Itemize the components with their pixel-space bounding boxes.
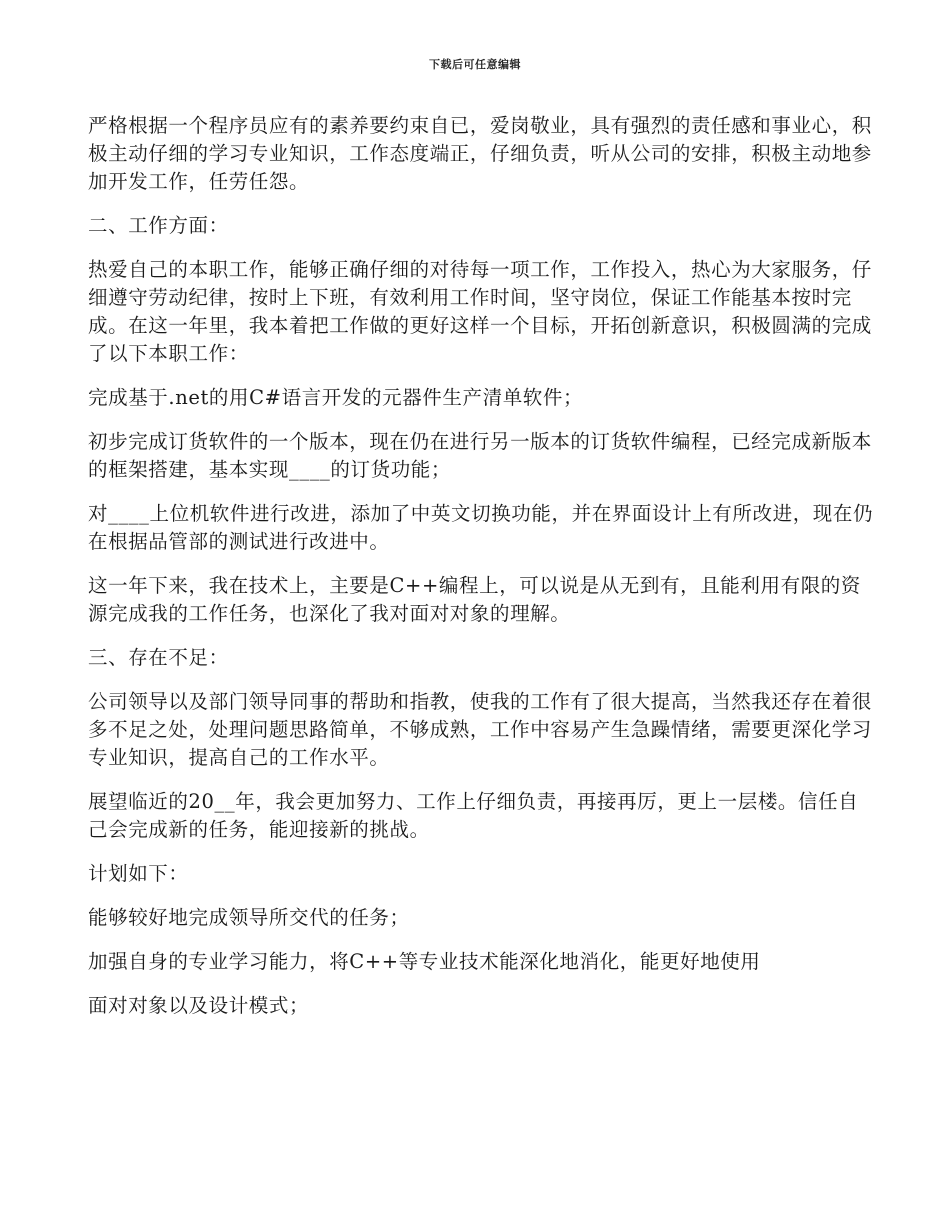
plan-item-2-continued: 面对对象以及设计模式； (88, 994, 310, 1017)
paragraph-attitude: 严格根据一个程序员应有的素养要约束自已，爱岗敬业，具有强烈的责任感和事业心，积极主动仔细的学习专业知识，工作态度端正，仔细负责，听从公司的安排，积极主动地参加开发工作，任劳任怨。 (88, 114, 872, 193)
section-heading-shortcomings: 三、存在不足： (88, 646, 229, 669)
plan-item-2: 加强自身的专业学习能力，将C++等专业技术能深化地消化，能更好地使用 (88, 950, 761, 973)
paragraph-outlook: 展望临近的20__年，我会更加努力、工作上仔细负责，再接再厉，更上一层楼。信任自己会完成新的任务，能迎接新的挑战。 (88, 790, 859, 841)
document-body (88, 112, 878, 1036)
paragraph-work-description: 热爱自己的本职工作，能够正确仔细的对待每一项工作，工作投入，热心为大家服务，仔细遵守劳动纪律，按时上下班，有效利用工作时间，坚守岗位，保证工作能基本按时完成。在这一年里，我本着把工作做的更好这样一个目标，开拓创新意识，积极圆满的完成了以下本职工作： (88, 258, 872, 365)
paragraph-task-2: 初步完成订货软件的一个版本，现在仍在进行另一版本的订货软件编程，已经完成新版本的框架搭建，基本实现____的订货功能； (88, 430, 872, 481)
plan-item-1: 能够较好地完成领导所交代的任务； (88, 906, 410, 929)
section-heading-work: 二、工作方面： (88, 214, 229, 237)
paragraph-task-3: 对____上位机软件进行改进，添加了中英文切换功能，并在界面设计上有所改进，现在仍在根据品管部的测试进行改进中。 (88, 502, 874, 553)
paragraph-shortcomings: 公司领导以及部门领导同事的帮助和指教，使我的工作有了很大提高，当然我还存在着很多不足之处，处理问题思路简单，不够成熟，工作中容易产生急躁情绪，需要更深化学习专业知识，提高自己的工作水平。 (88, 690, 872, 769)
paragraph-technical-growth: 这一年下来，我在技术上，主要是C++编程上，可以说是从无到有，且能利用有限的资源完成我的工作任务，也深化了我对面对对象的理解。 (88, 574, 861, 625)
section-heading-plan: 计划如下： (88, 862, 189, 885)
paragraph-task-1: 完成基于.net的用C#语言开发的元器件生产清单软件； (88, 386, 584, 409)
page-header: 下载后可任意编辑 (429, 58, 521, 71)
